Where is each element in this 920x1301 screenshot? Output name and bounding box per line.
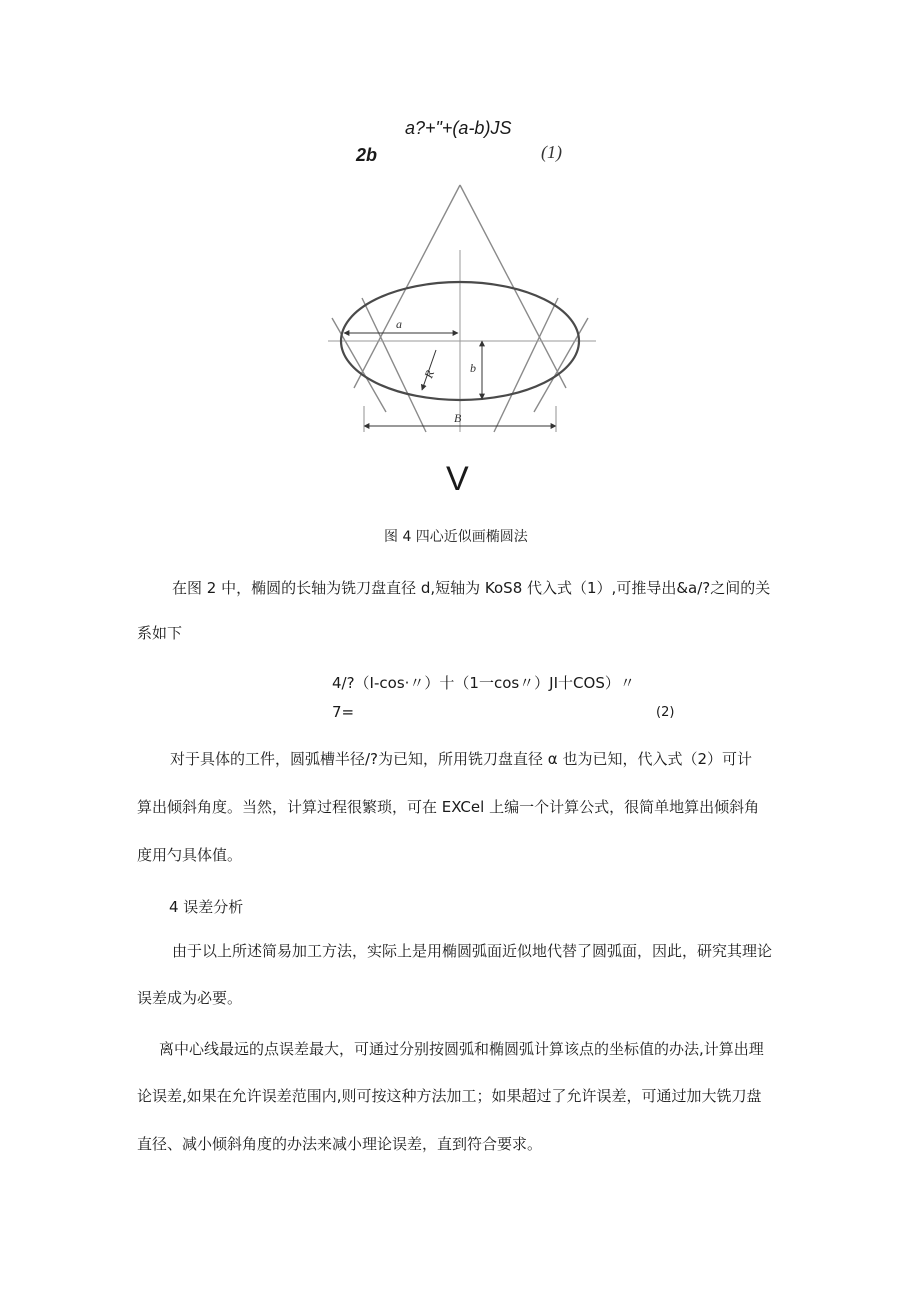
paragraph1-line2: 系如下 (137, 624, 183, 642)
paragraph1-line1: 在图 2 中，椭圆的长轴为铣刀盘直径 d,短轴为 KoS8 代入式（1）,可推导出&a/?之间的关 (172, 579, 771, 597)
paragraph2-line1: 对于具体的工件，圆弧槽半径/?为已知，所用铣刀盘直径 α 也为已知，代入式（2）可计 (170, 750, 752, 768)
figure-caption: 图 4 四心近似画椭圆法 (384, 529, 528, 545)
equation2-number: (2) (656, 705, 675, 720)
equation2-line1: 4/?（I-cos·〃）十（1一cos〃）JI十COS）〃 (332, 674, 635, 692)
lower-line-2 (494, 298, 558, 432)
triangle-left-edge (354, 185, 460, 388)
ellipse-construction-figure (326, 180, 598, 438)
paragraph2-line2: 算出倾斜角度。当然，计算过程很繁琐，可在 EXCel 上编一个计算公式，很简单地算出倾斜角 (137, 798, 760, 816)
equation2-line2: 7= (332, 703, 355, 721)
paragraph2-line3: 度用勺具体值。 (137, 846, 243, 864)
label-R: R (421, 368, 438, 381)
label-B: B (454, 411, 462, 425)
equation1-numerator: a?+"+(a-b)JS (405, 118, 512, 138)
paragraph4-line1: 离中心线最远的点误差最大，可通过分别按圆弧和椭圆弧计算该点的坐标值的办法,计算出理 (159, 1040, 764, 1058)
equation1-denominator: 2b (356, 145, 378, 165)
paragraph4-line2: 论误差,如果在允许误差范围内,则可按这种方法加工；如果超过了允许误差，可通过加大铣刀盘 (137, 1087, 762, 1105)
section-heading: 4 误差分析 (169, 898, 244, 916)
paragraph4-line3: 直径、减小倾斜角度的办法来减小理论误差，直到符合要求。 (137, 1135, 543, 1153)
paragraph3-line2: 误差成为必要。 (137, 989, 243, 1007)
label-b: b (470, 361, 476, 375)
paragraph3-line1: 由于以上所述简易加工方法，实际上是用椭圆弧面近似地代替了圆弧面，因此，研究其理论 (172, 942, 773, 960)
lower-line-1 (362, 298, 426, 432)
large-letter-v: V (446, 460, 469, 498)
label-a: a (396, 317, 402, 331)
equation1-number: (1) (541, 142, 562, 162)
triangle-right-edge (460, 185, 566, 388)
